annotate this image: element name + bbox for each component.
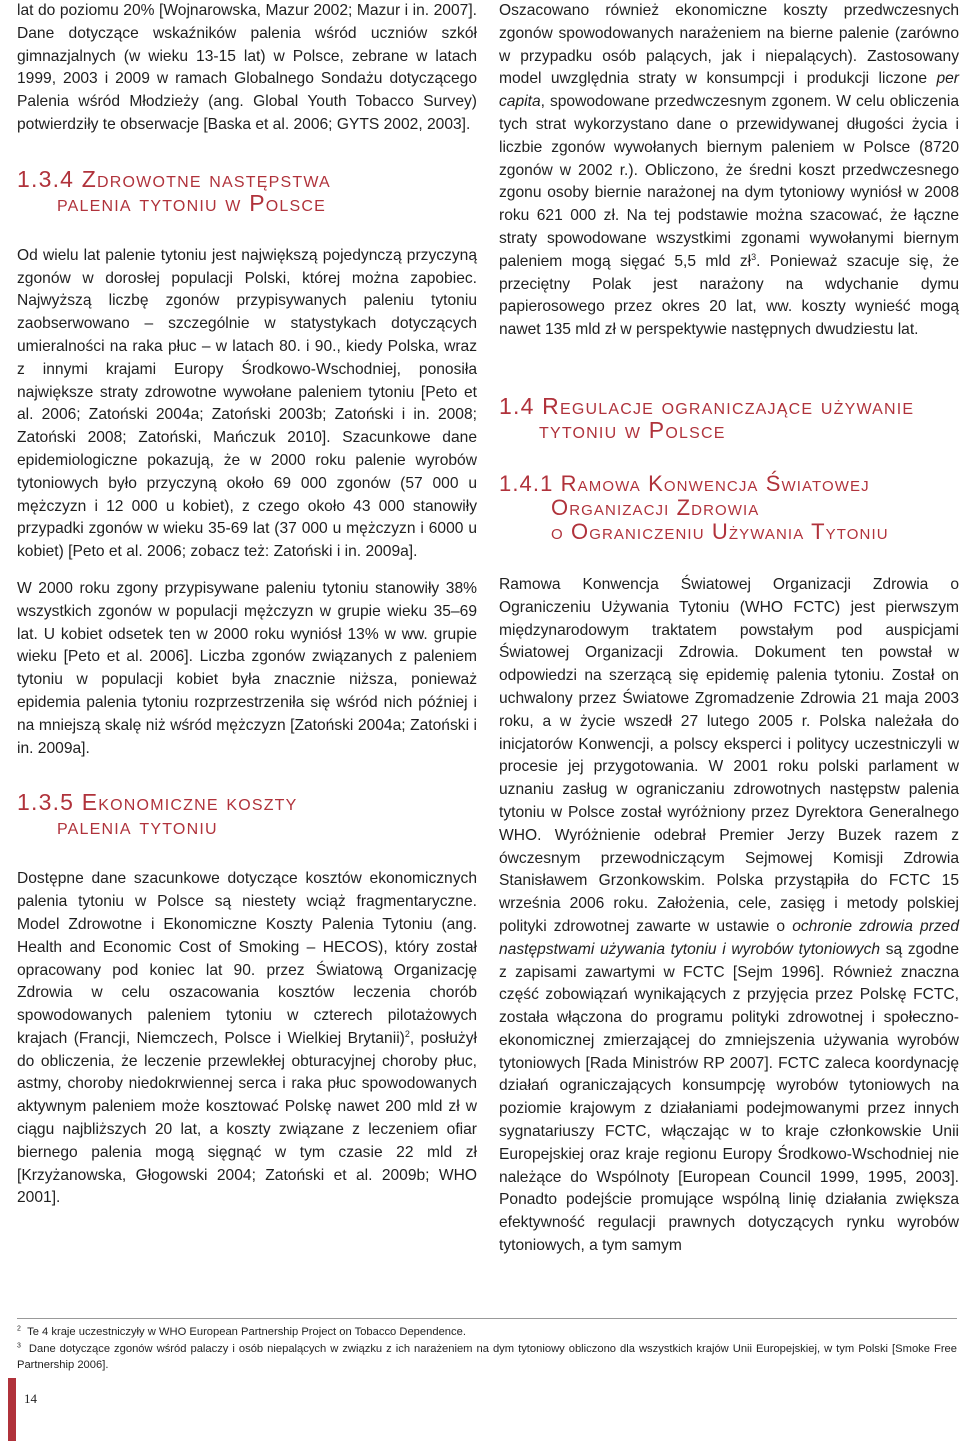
heading-1-3-4 — [17, 167, 477, 215]
footnote-ref-2: 2 — [404, 1028, 410, 1039]
paragraph-health-effects: Od wielu lat palenie tytoniu jest największą pojedynczą przyczyną zgonów w dorosłej populacji Polski, której można zapobiec. Najwyższą liczbę zgonów przypisywanych paleniu tytoniu zaobserwowano – szczególnie w statystykach dotyczących umieralności na raka płuc – w latach 80. i 90., kiedy Polska, wraz z innymi krajami Europy Środkowo-Wschodniej, ponosiła największe straty zdrowotne wywołane paleniem tytoniu [Peto et al. 2006; Zatoński 2004a; Zatoński 2003b; Zatoński i in. 2008; Zatoński 2008; Zatoński, Mańczuk 2010]. Szacunkowe dane epidemiologiczne pokazują, że w 2000 roku palenie wyrobów tytoniowych było przyczyną około 69 000 zgonów (57 000 u mężczyzn i 12 000 u kobiet), z czego około 43 000 stanowiły przypadki zgonów w wieku 35-69 lat (37 000 u mężczyzn i 6000 u kobiet) [Peto et al. 2006; zobacz też: Zatoński i in. 2009a]. — [17, 246, 477, 561]
footnote-2-mark: 2 — [17, 1325, 21, 1333]
footnote-ref-3: 3 — [751, 251, 757, 262]
footnotes — [17, 1318, 957, 1374]
heading-1-3-4-line-2: palenia tytoniu w Polsce — [57, 189, 326, 216]
footnote-3-mark: 3 — [17, 1341, 21, 1349]
right-column — [499, 0, 959, 1258]
paragraph-fctc — [499, 574, 959, 1258]
premature-costs-text-2: , spowodowane przedwczesnym zgonem. W celu obliczenia tych strat wykorzystano dane o przewidywanej długości życia i liczbie zgonów wywołanych biernym paleniem w Polsce (8720 zgonów w 2002 r.). Obliczono, że średni koszt przedwczesnego zgonu osoby biernie narażonej na dym tytoniowy wyniósł w 2008 roku 621 000 zł. Na tej podstawie można szacować, że łączne straty spowodowane wszystkimi zgonami wywołanymi biernym paleniem mogą sięgać 5,5 mld zł — [499, 93, 959, 270]
fctc-text-1: Ramowa Konwencja Światowej Organizacji Zdrowia o Ograniczeniu Używania Tytoniu (WHO FCTC) jest pierwszym międzynarodowym traktatem powstałym pod auspicjami Światowej Organizacji Zdrowia. Dokument ten powstał w odpowiedzi na szerzącą się epidemię palenia tytoniu. Został on uchwalony przez Światowe Zgromadzenie Zdrowia 21 maja 2003 roku, a w życie wszedł 27 lutego 2005 r. Polska należała do inicjatorów Konwencji, a polscy eksperci i politycy uczestniczyli w procesie jej przygotowania. W 2001 roku polski parlament w uznaniu zasług w ograniczaniu zdrowotnych następstw palenia tytoniu w Polsce został wyróżniony przez Dyrektora Generalnego WHO. Wyróżnienie odebrał Premier Jerzy Buzek razem z ówczesnym przewodniczącym Sejmowej Komisji Zdrowia Stanisławem Grzonkowskim. Polska przystąpiła do FCTC 15 września 2006 roku. Założenia, cele, zasięg i metody polskiej polityki zdrowotnej zawarte w ustawie o — [499, 575, 959, 935]
economic-costs-text-2: , posłużył do obliczenia, że leczenie przewlekłej obturacyjnej choroby płuc, astmy, choroby niedokrwiennej serca i raka płuc spowodowanych aktywnym paleniem może kosztować Polskę nawet 200 mld zł w ciągu najbliższych 20 lat, a koszty związane z leczeniem ofiar biernego palenia mogą sięgnąć w tym czasie 22 mld zł [Krzyżanowska, Głogowski 2004; Zatoński et al. 2009b; WHO 2001]. — [17, 1029, 477, 1207]
paragraph-intro: lat do poziomu 20% [Wojnarowska, Mazur 2002; Mazur i in. 2007]. Dane dotyczące wskaźników palenia wśród uczniów szkół gimnazjalnych (w wieku 13-15 lat) w Polsce, zebrane w latach 1999, 2003 i 2009 w ramach Globalnego Sondażu dotyczącego Palenia wśród Młodzieży (ang. Global Youth Tobacco Survey) potwierdziły te obserwacje [Baska et al. 2006; GYTS 2002, 2003]. — [17, 2, 477, 133]
heading-1-4-1 — [499, 472, 959, 544]
heading-1-4-1-line-2: Organizacji Zdrowia — [551, 494, 760, 520]
footnote-3-text: Dane dotyczące zgonów wśród palaczy i osób niepalących w związku z ich narażeniem na dym tytoniowy obliczono dla wszystkich krajów Unii Europejskiej, w tym Polski [Smoke Free Partnership 2006]. — [17, 1342, 957, 1371]
economic-costs-text-1: Dostępne dane szacunkowe dotyczące kosztów ekonomicznych palenia tytoniu w Polsce są niestety wciąż fragmentaryczne. Model Zdrowotne i Ekonomiczne Koszty Palenia Tytoniu (ang. Health and Economic Cost of Smoking – HECOS), który został opracowany pod koniec lat 90. przez Światową Organizację Zdrowia w celu oszacowania kosztów leczenia chorób spowodowanych paleniem tytoniu w czterech pilotażowych krajach (Francji, Niemczech, Polsce i Wielkiej Brytanii) — [17, 870, 477, 1047]
left-column — [17, 0, 477, 1210]
paragraph-economic-costs — [17, 868, 477, 1210]
heading-1-3-4-line-1: 1.3.4 Zdrowotne następstwa — [17, 165, 331, 192]
paragraph-premature-death-costs — [499, 0, 959, 342]
footnote-3 — [17, 1341, 957, 1374]
page-number: 14 — [24, 1391, 37, 1406]
heading-1-4-line-2: tytoniu w Polsce — [539, 416, 726, 443]
heading-1-4-line-1: 1.4 Regulacje ograniczające używanie — [499, 392, 915, 419]
premature-costs-text-3: . Ponieważ szacuje się, że przeciętny Polak jest narażony na wdychanie dymu papierosowego przez okres 20 lat, ww. koszty wynieść mogą nawet 135 mld zł w perspektywie następnych dwudziestu lat. — [499, 252, 959, 339]
heading-1-4 — [499, 394, 959, 442]
per-capita-italic: per capita — [499, 70, 959, 111]
heading-1-3-5 — [17, 790, 477, 838]
page-edge-marker — [8, 1378, 16, 1441]
heading-1-4-1-line-1: 1.4.1 Ramowa Konwencja Światowej — [499, 470, 870, 496]
heading-1-3-5-line-1: 1.3.5 Ekonomiczne koszty — [17, 789, 298, 816]
heading-1-3-5-line-2: palenia tytoniu — [57, 813, 218, 840]
paragraph-death-share: W 2000 roku zgony przypisywane paleniu tytoniu stanowiły 38% wszystkich zgonów w populacji mężczyzn w grupie wieku 35–69 lat. U kobiet odsetek ten w 2000 roku wyniósł 13% w ww. grupie wieku [Peto et al. 2006]. Liczba zgonów związanych z paleniem tytoniu w populacji kobiet była znacznie niższa, ponieważ epidemia palenia tytoniu rozprzestrzeniła się wśród nich później i na mniejszą skalę niż wśród mężczyzn [Zatoński 2004a; Zatoński i in. 2009a]. — [17, 579, 477, 757]
footnote-2-text: Te 4 kraje uczestniczyły w WHO European Partnership Project on Tobacco Dependence. — [27, 1326, 466, 1338]
fctc-text-2: są zgodne z zapisami zawartymi w FCTC [Sejm 1996]. Również znaczna część zobowiązań wynikających z przyjęcia przez Polskę FCTC, została włączona do programu polityki zdrowotnej i społeczno-ekonomicznej zmierzającej do zmniejszenia używania wyrobów tytoniowych [Rada Ministrów RP 2007]. FCTC zaleca koordynację działań ograniczających konsumpcję wyrobów tytoniowych na poziomie krajowym z działaniami podejmowanymi przez innych sygnatariuszy FCTC, włączając w to kraje członkowskie Unii Europejskiej oraz kraje regionu Europy Środkowo-Wschodniej nie należące do Wspólnoty [European Council 1999, 1995, 2003]. Ponadto podejście promujące wspólną linię działania zwiększa efektywność regulacji prawnych dotyczących rynku wyrobów tytoniowych, a tym samym — [499, 940, 960, 1255]
heading-1-4-1-line-3: o Ograniczeniu Używania Tytoniu — [551, 518, 889, 544]
act-title-italic: ochronie zdrowia przed następstwami używania tytoniu i wyrobów tytoniowych — [499, 917, 959, 958]
premature-costs-text-1: Oszacowano również ekonomiczne koszty przedwczesnych zgonów spowodowanych narażeniem na bierne palenie (zarówno w przypadku osób palących, jak i niepalących). Zastosowany model uwzględnia straty w konsumpcji i produkcji liczone — [499, 2, 959, 88]
footnote-2 — [17, 1324, 957, 1341]
